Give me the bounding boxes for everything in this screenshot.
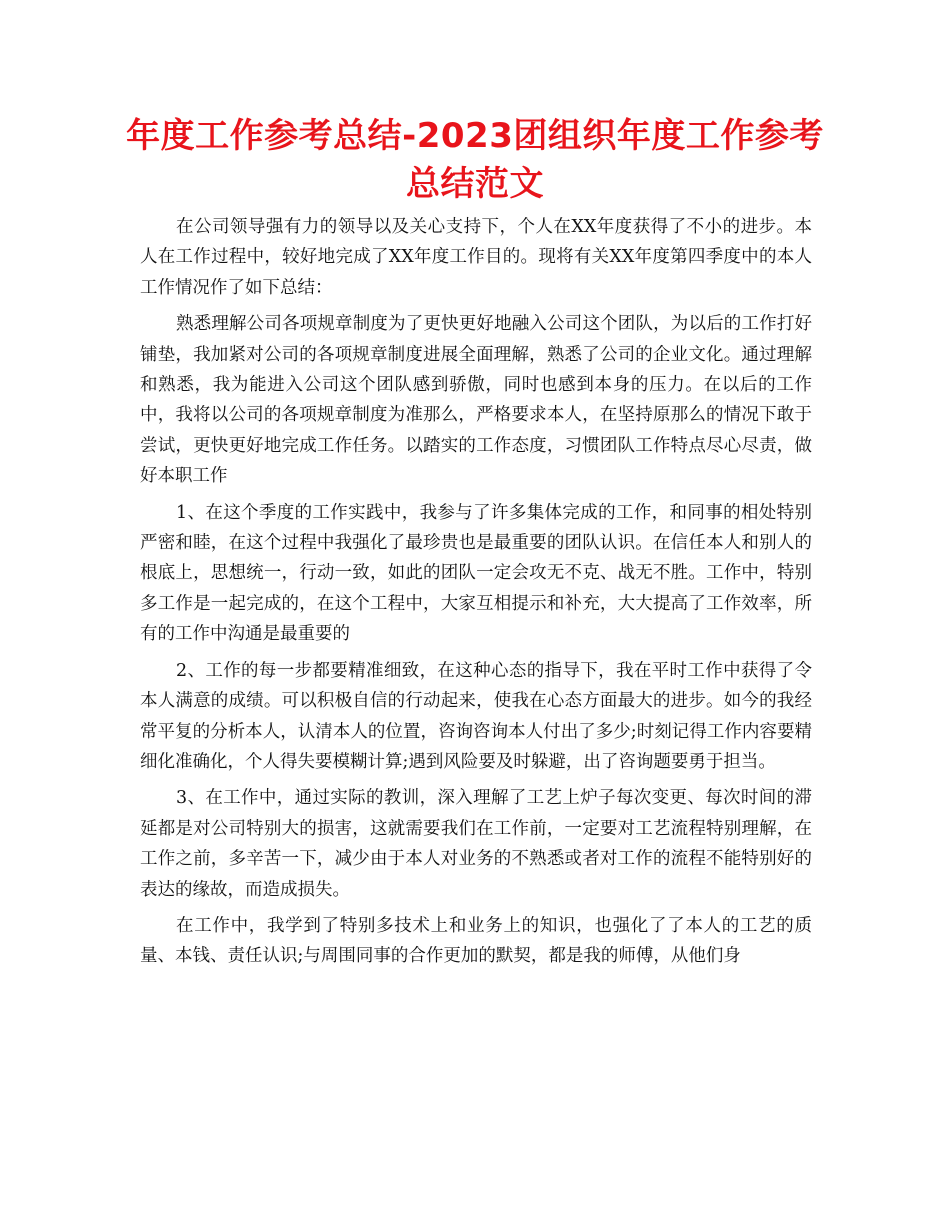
paragraph-point-3: 3、在工作中，通过实际的教训，深入理解了工艺上炉子每次变更、每次时间的滞延都是对公司特别大的损害，这就需要我们在工作前，一定要对工艺流程特别理解，在工作之前，多辛苦一下，减少由于本人对业务的不熟悉或者对工作的流程不能特别好的表达的缘故，而造成损失。 (140, 788, 812, 900)
paragraph-intro: 在公司领导强有力的领导以及关心支持下，个人在XX年度获得了不小的进步。本人在工作过程中，较好地完成了XX年度工作目的。现将有关XX年度第四季度中的本人工作情况作了如下总结： (140, 217, 812, 298)
document-title: 年度工作参考总结-2023团组织年度工作参考总结范文 (126, 116, 824, 204)
paragraph-point-1: 1、在这个季度的工作实践中，我参与了许多集体完成的工作，和同事的相处特别严密和睦，在这个过程中我强化了最珍贵也是最重要的团队认识。在信任本人和别人的根底上，思想统一，行动一致，如此的团队一定会攻无不克、战无不胜。工作中，特别多工作是一起完成的，在这个工程中，大家互相提示和补充，大大提高了工作效率，所有的工作中沟通是最重要的 (140, 502, 812, 645)
paragraph-point-2: 2、工作的每一步都要精准细致，在这种心态的指导下，我在平时工作中获得了令本人满意的成绩。可以积极自信的行动起来，使我在心态方面最大的进步。如今的我经常平复的分析本人，认清本人的位置，咨询咨询本人付出了多少;时刻记得工作内容要精细化准确化，个人得失要模糊计算;遇到风险要及时躲避，出了咨询题要勇于担当。 (140, 660, 812, 772)
paragraph-rules: 熟悉理解公司各项规章制度为了更快更好地融入公司这个团队，为以后的工作打好铺垫，我加紧对公司的各项规章制度进展全面理解，熟悉了公司的企业文化。通过理解和熟悉，我为能进入公司这个团队感到骄傲，同时也感到本身的压力。在以后的工作中，我将以公司的各项规章制度为准那么，严格要求本人，在坚持原那么的情况下敢于尝试，更快更好地完成工作任务。以踏实的工作态度，习惯团队工作特点尽心尽责，做好本职工作 (140, 314, 812, 487)
paragraph-learning: 在工作中，我学到了特别多技术上和业务上的知识，也强化了了本人的工艺的质量、本钱、责任认识;与周围同事的合作更加的默契，都是我的师傅，从他们身 (140, 915, 812, 967)
document-body (140, 212, 812, 978)
